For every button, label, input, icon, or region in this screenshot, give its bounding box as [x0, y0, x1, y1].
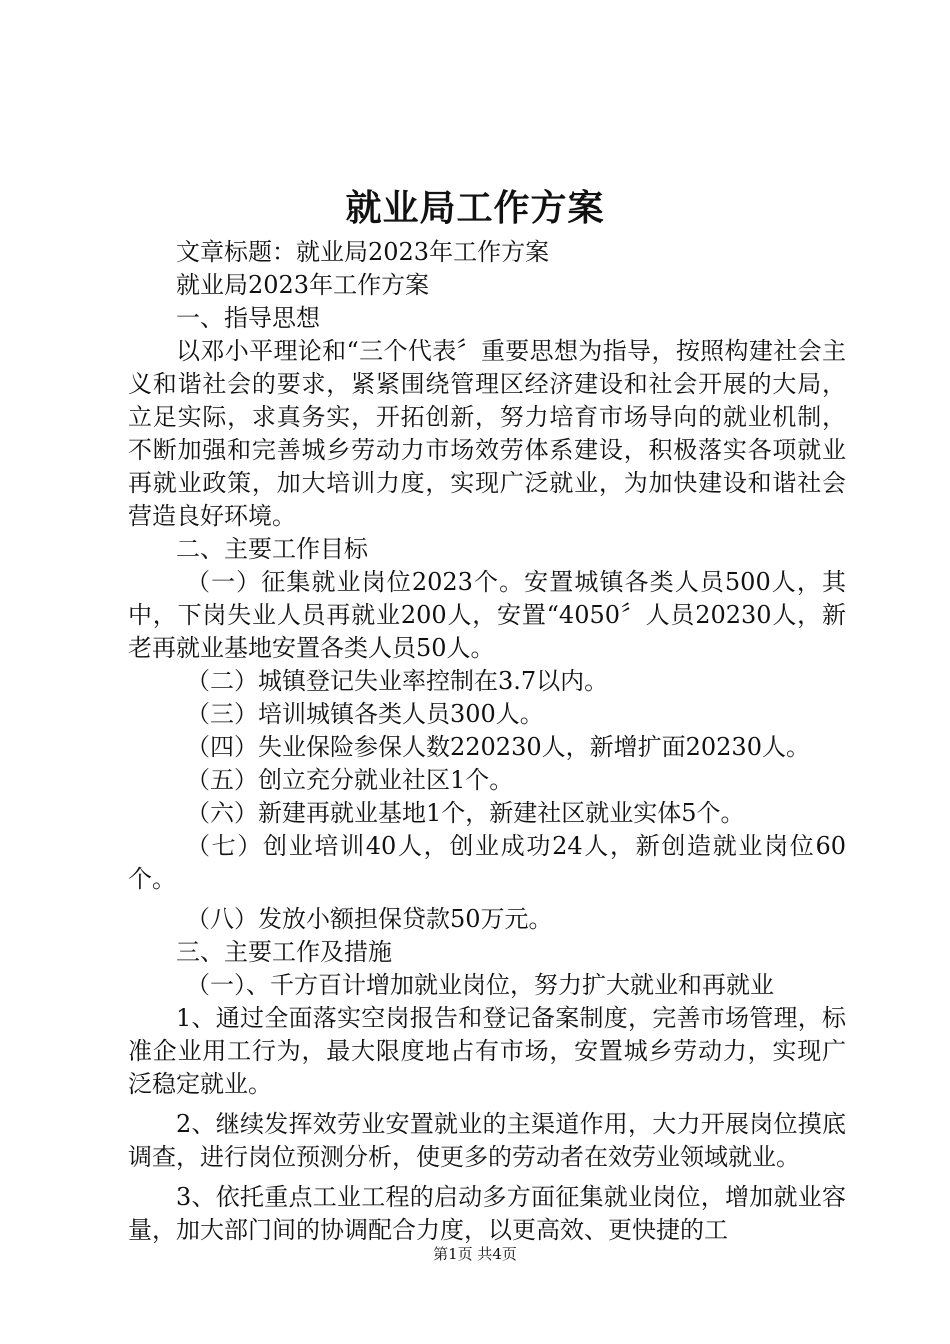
section-heading-3: 三、主要工作及措施	[176, 938, 392, 966]
document-body	[128, 236, 846, 1247]
goal-item-2: （二）城镇登记失业率控制在3.7以内。	[186, 667, 609, 695]
goal-item-8: （八）发放小额担保贷款50万元。	[186, 905, 553, 933]
article-title-line: 文章标题：就业局2023年工作方案	[176, 238, 550, 266]
document-title: 就业局工作方案	[345, 187, 605, 229]
section-heading-1: 一、指导思想	[176, 304, 320, 332]
measure-item-1: 1、通过全面落实空岗报告和登记备案制度，完善市场管理，标准企业用工行为，最大限度地占有市场，安置城乡劳动力，实现广泛稳定就业。	[128, 1004, 846, 1098]
goal-item-4: （四）失业保险参保人数220230人，新增扩面20230人。	[186, 733, 810, 761]
goal-item-7: （七）创业培训40人，创业成功24人，新创造就业岗位60个。	[128, 832, 846, 893]
measure-item-3: 3、依托重点工业工程的启动多方面征集就业岗位，增加就业容量，加大部门间的协调配合力度，以更高效、更快捷的工	[128, 1183, 846, 1244]
plan-name-line: 就业局2023年工作方案	[176, 271, 430, 299]
goal-item-1: （一）征集就业岗位2023个。安置城镇各类人员500人，其中，下岗失业人员再就业200人，安置“4050〞人员20230人，新老再就业基地安置各类人员50人。	[128, 568, 846, 662]
measure-heading-1: （一）、千方百计增加就业岗位，努力扩大就业和再就业	[186, 971, 774, 999]
paragraph-guiding-thought: 以邓小平理论和“三个代表〞重要思想为指导，按照构建社会主义和谐社会的要求，紧紧围绕管理区经济建设和社会开展的大局，立足实际，求真务实，开拓创新，努力培育市场导向的就业机制，不断加强和完善城乡劳动力市场效劳体系建设，积极落实各项就业再就业政策，加大培训力度，实现广泛就业，为加快建设和谐社会营造良好环境。	[128, 337, 846, 530]
goal-item-5: （五）创立充分就业社区1个。	[186, 766, 514, 794]
section-heading-2: 二、主要工作目标	[176, 535, 368, 563]
goal-item-3: （三）培训城镇各类人员300人。	[186, 700, 544, 728]
measure-item-2: 2、继续发挥效劳业安置就业的主渠道作用，大力开展岗位摸底调查，进行岗位预测分析，使更多的劳动者在效劳业领域就业。	[128, 1110, 846, 1171]
page-number-footer: 第1页 共4页	[433, 1245, 517, 1263]
goal-item-6: （六）新建再就业基地1个，新建社区就业实体5个。	[186, 799, 745, 827]
